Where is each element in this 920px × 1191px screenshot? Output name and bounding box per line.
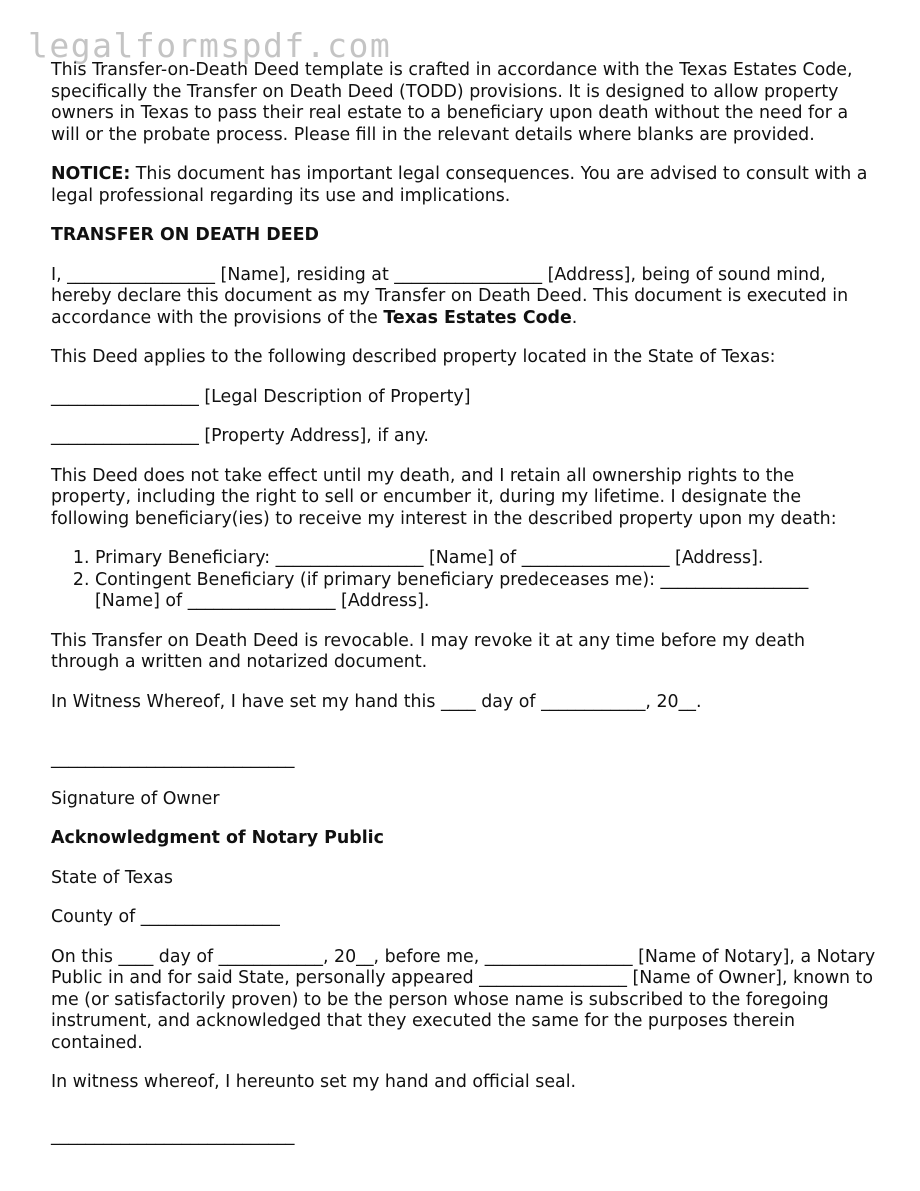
witness-paragraph: In Witness Whereof, I have set my hand this ____ day of ____________, 20__.	[51, 691, 702, 712]
notice-text: This document has important legal consequences. You are advised to consult with a legal professional regarding its use and implications.	[51, 164, 868, 206]
watermark: legalformspdf.com	[28, 26, 392, 65]
effect-paragraph: This Deed does not take effect until my death, and I retain all ownership rights to the property, including the right to sell or encumber it, during my lifetime. I designate the following beneficiary(ies) to receive my interest in the described property upon my death:	[51, 465, 837, 529]
notary-heading: Acknowledgment of Notary Public	[51, 828, 384, 848]
document-title: TRANSFER ON DEATH DEED	[51, 225, 319, 245]
notice-label: NOTICE:	[51, 164, 131, 184]
county-line: County of ________________	[51, 907, 280, 927]
primary-beneficiary-item: 1. Primary Beneficiary: _________________ [Name] of _________________ [Address].	[95, 548, 876, 570]
declaration-text: I, _________________ [Name], residing at _________________ [Address], being of sound mind, hereby declare this document as my Transfer on Death Deed. This document is executed in accordance with the provisions of the	[51, 264, 849, 328]
declaration-end: .	[571, 307, 578, 328]
declaration-paragraph	[51, 265, 876, 330]
revocable-paragraph: This Transfer on Death Deed is revocable. I may revoke it at any time before my death through a written and notarized document.	[51, 630, 805, 672]
beneficiary-list	[51, 548, 876, 613]
notice-paragraph	[51, 164, 876, 207]
owner-signature-line: ____________________________	[51, 749, 295, 769]
property-address-line: _________________ [Property Address], if any.	[51, 426, 429, 446]
state-line: State of Texas	[51, 867, 173, 888]
contingent-beneficiary-item: 2. Contingent Beneficiary (if primary beneficiary predeceases me): _________________ [Name] of _________________ [Address].	[95, 570, 876, 613]
owner-signature-label: Signature of Owner	[51, 788, 220, 809]
document-body	[51, 60, 876, 1165]
seal-paragraph: In witness whereof, I hereunto set my hand and official seal.	[51, 1072, 577, 1092]
texas-estates-code: Texas Estates Code	[383, 307, 572, 328]
intro-paragraph: This Transfer-on-Death Deed template is crafted in accordance with the Texas Estates Code, specifically the Transfer on Death Deed (TODD) provisions. It is designed to allow property owners in Texas to pass their real estate to a beneficiary upon death without the need for a will or the probate process. Please fill in the relevant details where blanks are provided.	[51, 60, 853, 145]
notary-signature-line: ____________________________	[51, 1125, 295, 1146]
legal-description-line: _________________ [Legal Description of Property]	[51, 386, 471, 407]
applies-paragraph: This Deed applies to the following described property located in the State of Texas:	[51, 347, 776, 367]
notary-paragraph: On this ____ day of ____________, 20__, before me, _________________ [Name of Notary], a Notary Public in and for said State, personally appeared _________________ [Name of Owner], known to me (or satisfactorily proven) to be the person whose name is subscribed to the foregoing instrument, and acknowledged that they executed the same for the purposes therein contained.	[51, 946, 876, 1053]
